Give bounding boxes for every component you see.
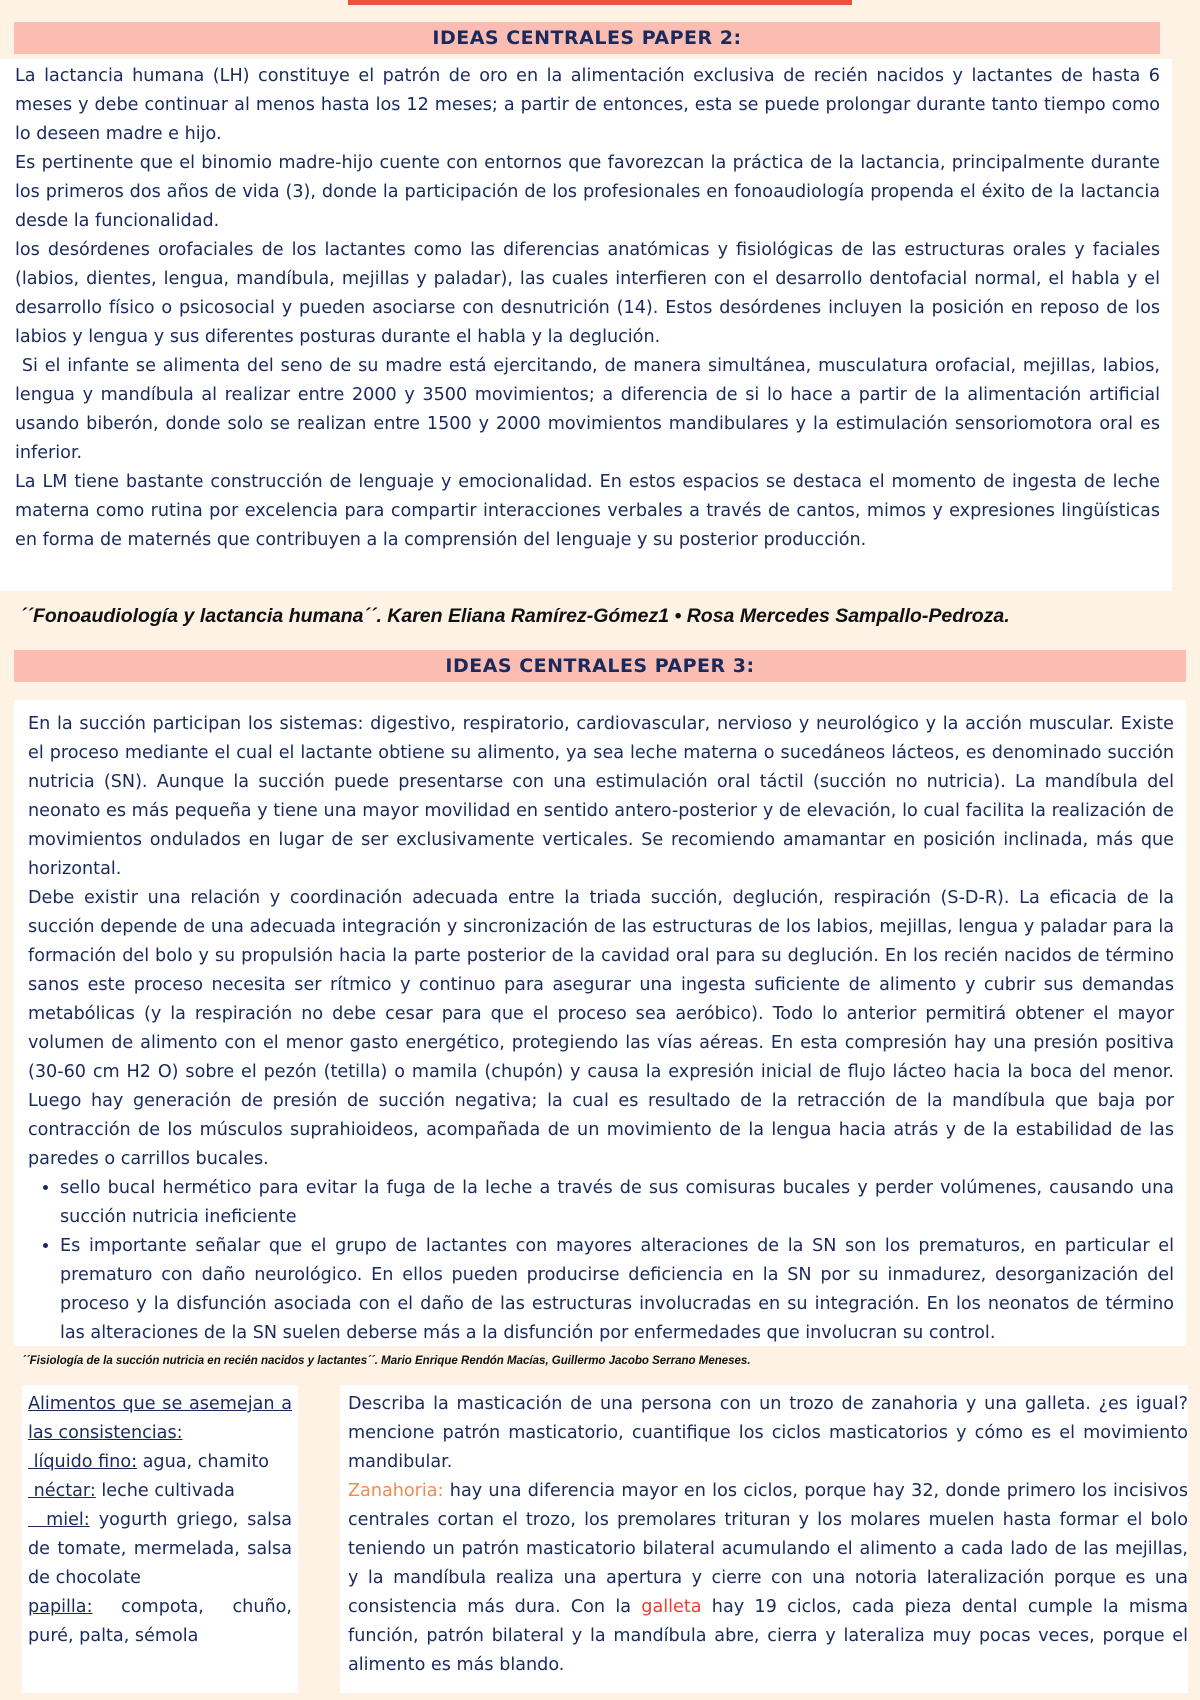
mastication-panel xyxy=(340,1385,1188,1693)
foods-item-text: leche cultivada xyxy=(95,1481,235,1501)
paper3-header: IDEAS CENTRALES PAPER 3: xyxy=(14,650,1186,682)
foods-item-label: líquido fino: xyxy=(28,1452,138,1472)
paper2-paragraph: Es pertinente que el binomio madre-hijo cuente con entornos que favorezcan la práctica de la lactancia, principalmente durante los primeros dos años de vida (3), donde la participación de los profesionales en fonoaudiología propenda el éxito de la lactancia desde la funcionalidad. xyxy=(15,153,1160,231)
paper2-paragraph: La LM tiene bastante construcción de lenguaje y emocionalidad. En estos espacios se destaca el momento de ingesta de leche materna como rutina por excelencia para compartir interacciones verbales a través de cantos, mimos y expresiones lingüísticas en forma de maternés que contribuyen a la comprensión del lenguaje y su posterior producción. xyxy=(15,472,1160,550)
top-accent-bar xyxy=(348,0,852,5)
paper3-bullet-list xyxy=(28,1174,1174,1348)
paper3-panel xyxy=(14,700,1186,1346)
paper2-paragraph: Si el infante se alimenta del seno de su madre está ejercitando, de manera simultánea, musculatura orofacial, mejillas, labios, lengua y mandíbula al realizar entre 2000 y 3500 movimientos; a diferencia de si lo hace a partir de la alimentación artificial usando biberón, donde solo se realizan entre 1500 y 2000 movimientos mandibulares y la estimulación sensoriomotora oral es inferior. xyxy=(15,356,1166,463)
foods-item xyxy=(28,1593,298,1651)
carrot-text: hay una diferencia mayor en los ciclos, porque hay 32, donde primero los incisivos centrales cortan el trozo, los premolares trituran y los molares muelen hasta formar el bolo teniendo un patrón masticatorio bilateral acumulando el alimento a cada lado de las mejillas, y la mandíbula realiza una apertura y cierre con una notoria lateralización porque es una consistencia más dura. Con la xyxy=(348,1481,1188,1617)
foods-title: Alimentos que se asemejan a las consistencias: xyxy=(28,1394,292,1443)
foods-item-text: agua, chamito xyxy=(137,1452,269,1472)
foods-item-label: néctar: xyxy=(28,1481,96,1501)
foods-item-label: papilla: xyxy=(28,1597,93,1617)
paper2-paragraph: los desórdenes orofaciales de los lactantes como las diferencias anatómicas y fisiológicas de las estructuras orales y faciales (labios, dientes, lengua, mandíbula, mejillas y paladar), las cuales interfieren con el desarrollo dentofacial normal, el habla y el desarrollo físico o psicosocial y pueden asociarse con desnutrición (14). Estos desórdenes incluyen la posición en reposo de los labios y lengua y sus diferentes posturas durante el habla y la deglución. xyxy=(15,240,1160,347)
paper2-citation: ´´Fonoaudiología y lactancia humana´´. Karen Eliana Ramírez-Gómez1 • Rosa Mercedes Sampallo-Pedroza. xyxy=(20,605,1010,627)
list-item: • sello bucal hermético para evitar la fuga de la leche a través de sus comisuras bucales y perder volúmenes, causando una succión nutricia ineficiente xyxy=(60,1174,1174,1232)
foods-item xyxy=(28,1477,292,1506)
foods-item xyxy=(28,1506,298,1593)
paper3-citation: ´´Fisiología de la succión nutricia en recién nacidos y lactantes´´. Mario Enrique Rendón Macías, Guillermo Jacobo Serrano Meneses. xyxy=(22,1355,751,1367)
paper3-paragraph: En la succión participan los sistemas: digestivo, respiratorio, cardiovascular, nervioso y neurológico y la acción muscular. Existe el proceso mediante el cual el lactante obtiene su alimento, ya sea leche materna o sucedáneos lácteos, es denominado succión nutricia (SN). Aunque la succión puede presentarse con una estimulación oral táctil (succión no nutricia). La mandíbula del neonato es más pequeña y tiene una mayor movilidad en sentido antero-posterior y de elevación, lo cual facilita la realización de movimientos ondulados en lugar de ser exclusivamente verticales. Se recomiendo amamantar en posición inclinada, más que horizontal. xyxy=(28,714,1174,879)
foods-item-text: compota, chuño, puré, palta, sémola xyxy=(28,1597,298,1646)
paper2-panel xyxy=(0,59,1172,591)
foods-item xyxy=(28,1448,292,1477)
foods-item-text: yogurth griego, salsa de tomate, mermelada, salsa de chocolate xyxy=(28,1510,298,1588)
carrot-label: Zanahoria: xyxy=(348,1481,444,1501)
foods-item-label: miel: xyxy=(28,1510,90,1530)
cookie-label: galleta xyxy=(641,1597,702,1617)
paper3-paragraph: Debe existir una relación y coordinación adecuada entre la triada succión, deglución, respiración (S-D-R). La eficacia de la succión depende de una adecuada integración y sincronización de las estructuras de los labios, mejillas, lengua y paladar para la formación del bolo y su propulsión hacia la parte posterior de la cavidad oral para su deglución. En los recién nacidos de término sanos este proceso necesita ser rítmico y continuo para asegurar una ingesta suficiente de alimento y cubrir sus demandas metabólicas (y la respiración no debe cesar para que el proceso sea aeróbico). Todo lo anterior permitirá obtener el mayor volumen de alimento con el menor gasto energético, protegiendo las vías aéreas. En esta compresión hay una presión positiva (30-60 cm H2 O) sobre el pezón (tetilla) o mamila (chupón) y causa la expresión inicial de flujo lácteo hacia la boca del menor. Luego hay generación de presión de succión negativa; la cual es resultado de la retracción de la mandíbula que baja por contracción de los músculos suprahioideos, acompañada de un movimiento de la lengua hacia atrás y de la estabilidad de las paredes o carrillos bucales. xyxy=(28,888,1174,1169)
mastication-answer xyxy=(348,1477,1188,1680)
paper2-paragraph: La lactancia humana (LH) constituye el patrón de oro en la alimentación exclusiva de recién nacidos y lactantes de hasta 6 meses y debe continuar al menos hasta los 12 meses; a partir de entonces, esta se puede prolongar durante tanto tiempo como lo deseen madre e hijo. xyxy=(15,66,1160,144)
paper2-header: IDEAS CENTRALES PAPER 2: xyxy=(14,22,1160,54)
cookie-text: hay 19 ciclos, cada pieza dental cumple la misma función, patrón bilateral y la mandíbula abre, cierra y lateraliza muy pocas veces, porque el alimento es más blando. xyxy=(348,1597,1188,1675)
mastication-question: Describa la masticación de una persona con un trozo de zanahoria y una galleta. ¿es igual? mencione patrón masticatorio, cuantifique los ciclos masticatorios y cómo es el movimiento mandibular. xyxy=(348,1394,1188,1472)
foods-panel xyxy=(22,1385,298,1693)
list-item: • Es importante señalar que el grupo de lactantes con mayores alteraciones de la SN son los prematuros, en particular el prematuro con daño neurológico. En ellos pueden producirse deficiencia en la SN por su inmadurez, desorganización del proceso y la disfunción asociada con el daño de las estructuras involucradas en su integración. En los neonatos de término las alteraciones de la SN suelen deberse más a la disfunción por enfermedades que involucran su control. xyxy=(60,1232,1174,1348)
